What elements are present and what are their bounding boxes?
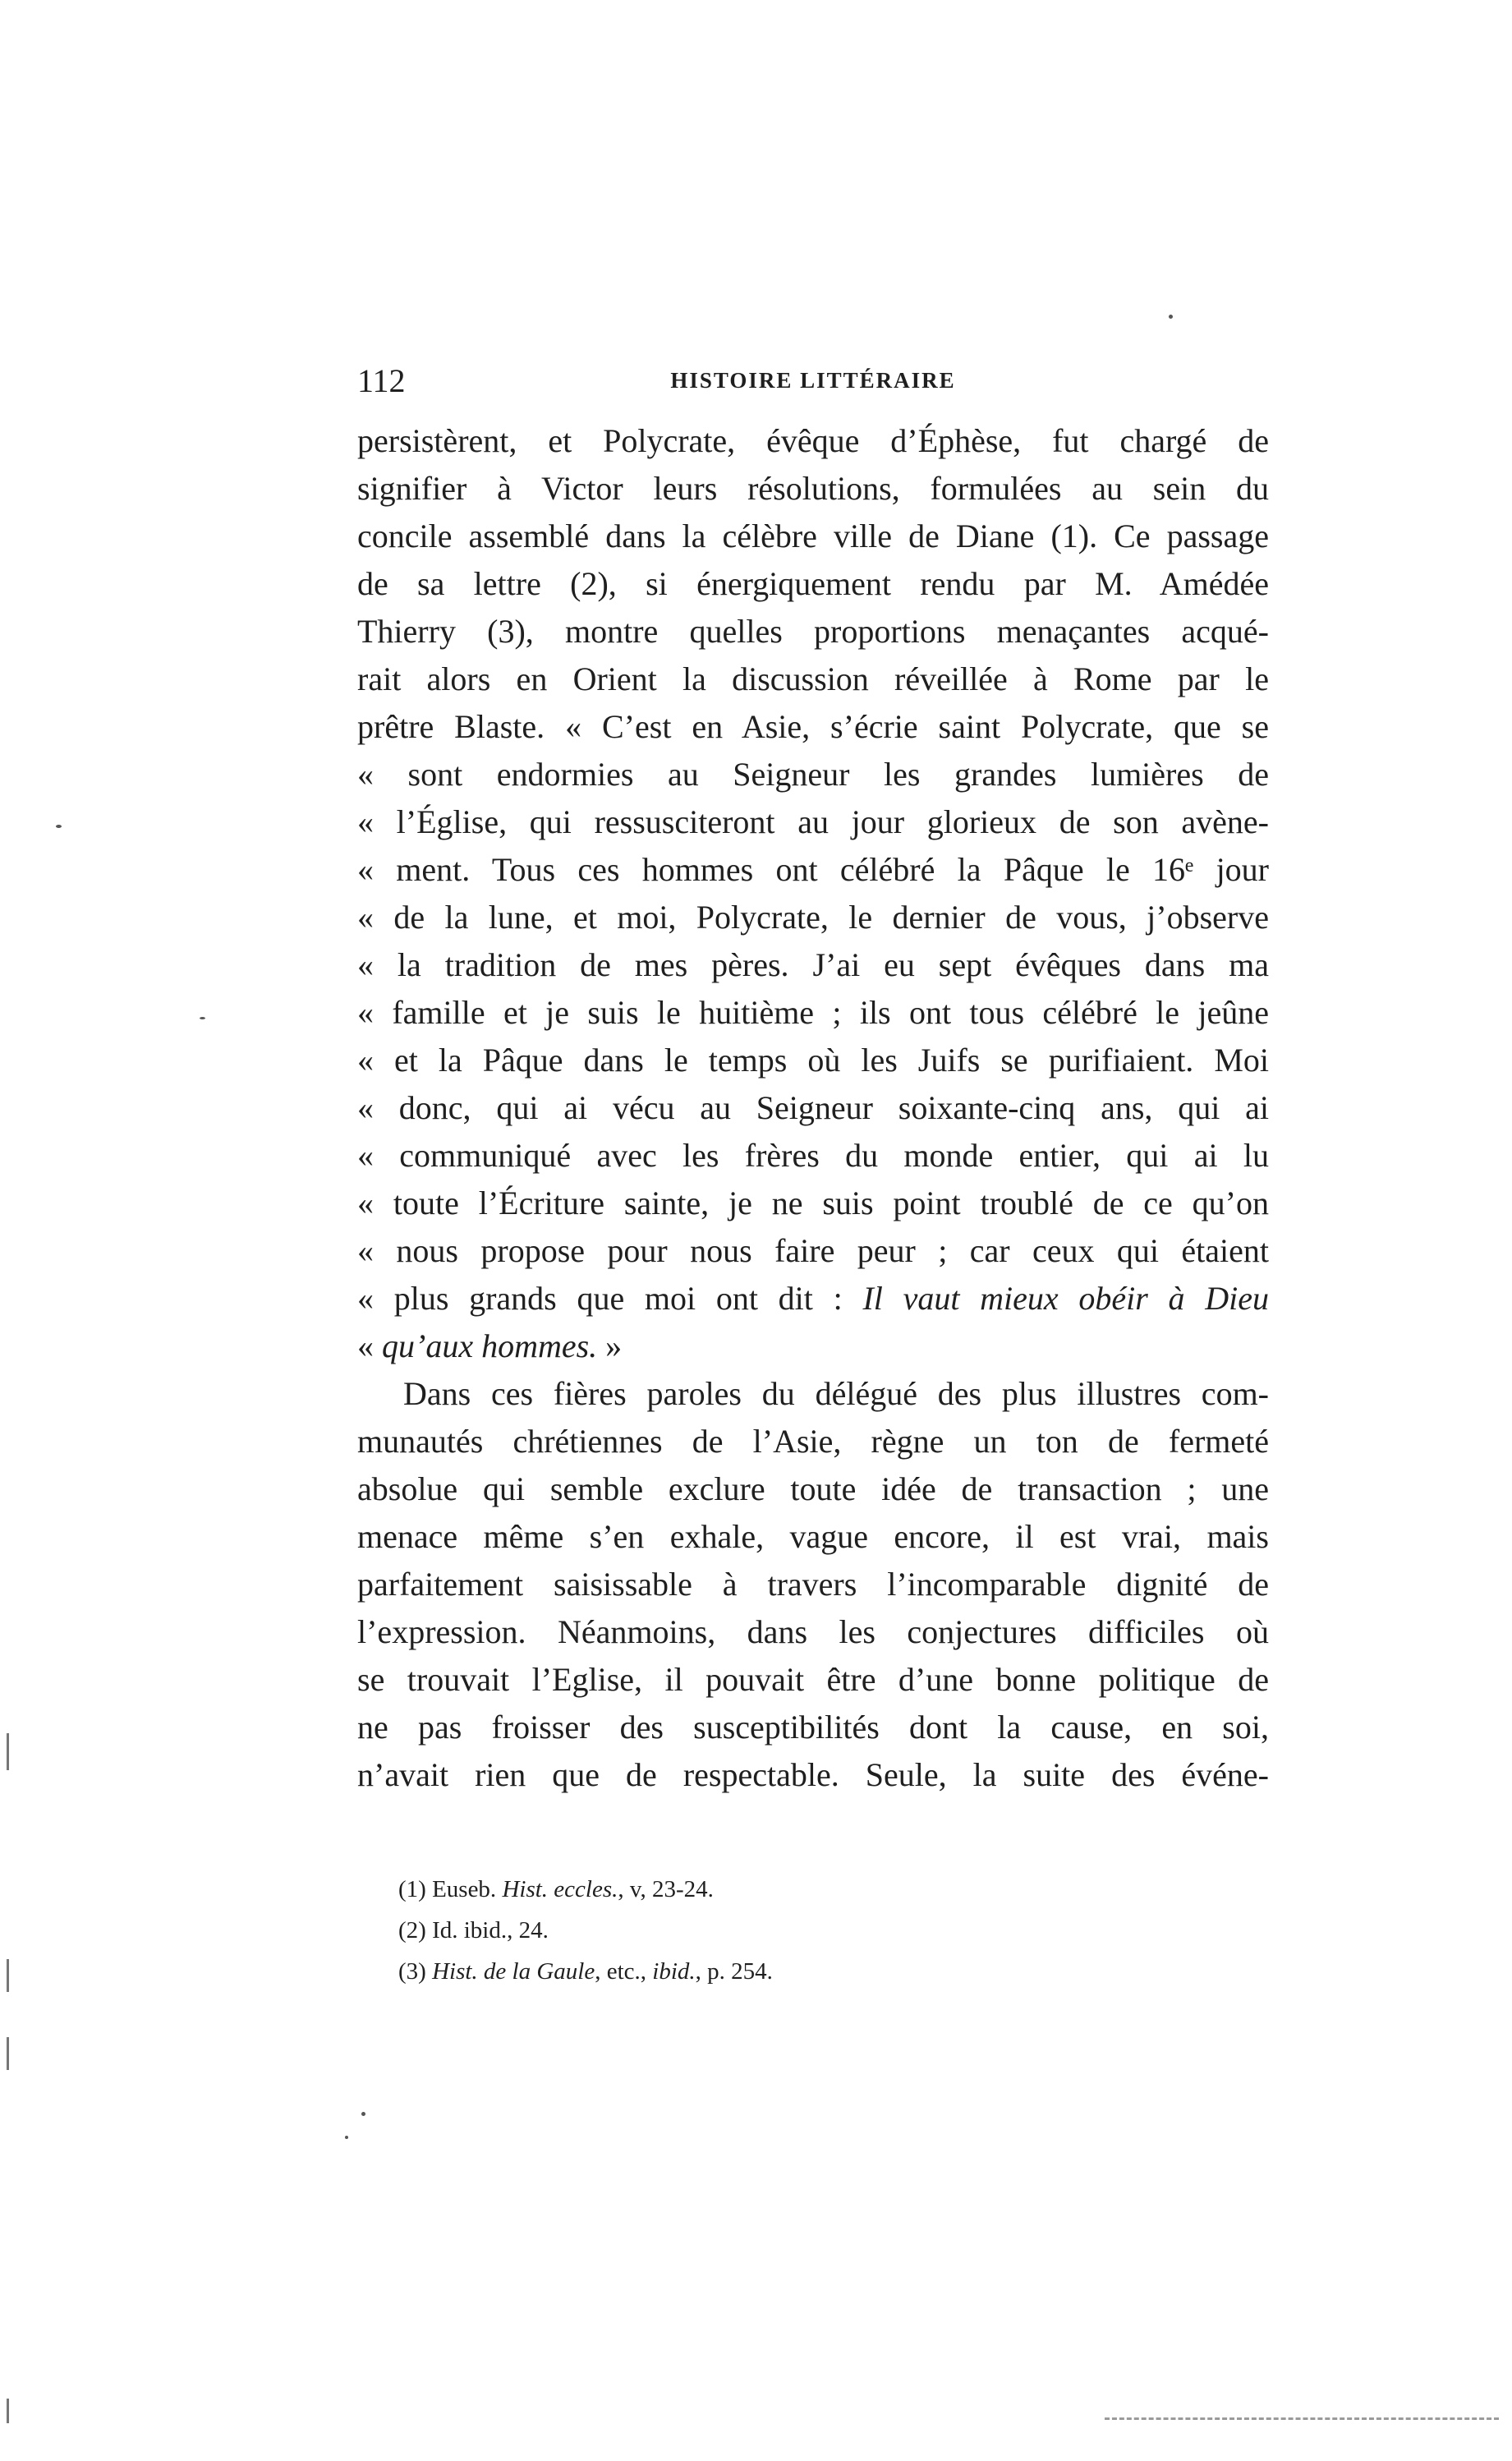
text-line: « sont endormies au Seigneur les grandes lumières de [357, 756, 1269, 793]
text-line: prêtre Blaste. « C’est en Asie, s’écrie saint Polycrate, que se [357, 708, 1269, 745]
text-line: « famille et je suis le huitième ; ils ont tous célébré le jeûne [357, 994, 1269, 1031]
quote-close-mark: » [597, 1327, 623, 1364]
text-line: « et la Pâque dans le temps où les Juifs se purifiaient. Moi [357, 1042, 1269, 1079]
text-line: « ment. Tous ces hommes ont célébré la Pâque le 16ᵉ jour [357, 851, 1269, 888]
text-line: persistèrent, et Polycrate, évêque d’Éphèse, fut chargé de [357, 422, 1269, 459]
page-number: 112 [357, 362, 406, 399]
text-line: se trouvait l’Eglise, il pouvait être d’une bonne politique de [357, 1661, 1269, 1698]
quote-italic: qu’aux hommes. [382, 1327, 598, 1364]
text-line: de sa lettre (2), si énergiquement rendu par M. Amédée [357, 565, 1269, 602]
text-line: parfaitement saisissable à travers l’incomparable dignité de [357, 1566, 1269, 1603]
scan-speck [1169, 315, 1173, 319]
scan-edge-mark [7, 2037, 9, 2070]
footnote-text: , etc., [595, 1958, 653, 1985]
text-line: « nous propose pour nous faire peur ; car ceux qui étaient [357, 1232, 1269, 1269]
scan-speck [56, 825, 62, 828]
text-line-with-quote [357, 1322, 1269, 1370]
text-line: « toute l’Écriture sainte, je ne suis point troublé de ce qu’on [357, 1184, 1269, 1221]
scan-bottom-rule [1105, 2417, 1499, 2420]
footnote [398, 1951, 1220, 1992]
text-line: « donc, qui ai vécu au Seigneur soixante-cinq ans, qui ai [357, 1089, 1269, 1126]
quote-text: « plus grands que moi ont dit : [357, 1280, 843, 1317]
text-line: « de la lune, et moi, Polycrate, le dernier de vous, j’observe [357, 899, 1269, 936]
footnote-italic: Hist. eccles. [502, 1876, 618, 1902]
text-line: « communiqué avec les frères du monde entier, qui ai lu [357, 1137, 1269, 1174]
text-line: menace même s’en exhale, vague encore, il est vrai, mais [357, 1518, 1269, 1555]
text-line: l’expression. Néanmoins, dans les conjectures difficiles où [357, 1613, 1269, 1650]
text-line: « l’Église, qui ressusciteront au jour glorieux de son avène- [357, 803, 1269, 840]
scan-speck [200, 1017, 205, 1019]
scan-edge-mark [7, 1959, 9, 1992]
scan-edge-mark [7, 2399, 9, 2423]
scan-edge-mark [7, 1733, 9, 1770]
footnote [398, 1910, 1220, 1951]
scan-speck [361, 2112, 365, 2116]
footnote [398, 1869, 1220, 1910]
text-line: signifier à Victor leurs résolutions, formulées au sein du [357, 470, 1269, 507]
text-line: munautés chrétiennes de l’Asie, règne un ton de fermeté [357, 1423, 1269, 1460]
text-line: absolue qui semble exclure toute idée de transaction ; une [357, 1470, 1269, 1507]
text-line: ne pas froisser des susceptibilités dont la cause, en soi, [357, 1709, 1269, 1746]
footnote-text: , p. 254. [695, 1958, 773, 1985]
body-text [357, 417, 1269, 1799]
text-line: « la tradition de mes pères. J’ai eu sept évêques dans ma [357, 946, 1269, 983]
running-head: HISTOIRE LITTÉRAIRE [670, 368, 956, 393]
footnote-italic: ibid. [652, 1958, 696, 1985]
text-line: Thierry (3), montre quelles proportions menaçantes acqué- [357, 613, 1269, 650]
footnote-text: (2) Id. ibid., 24. [398, 1917, 549, 1944]
text-line-with-quote [357, 1275, 1269, 1322]
paragraph-first-line: Dans ces fières paroles du délégué des plus illustres com- [403, 1375, 1269, 1412]
text-line: rait alors en Orient la discussion réveillée à Rome par le [357, 660, 1269, 697]
footnote-text: (1) Euseb. [398, 1876, 503, 1902]
footnote-text: (3) [398, 1958, 433, 1985]
scan-speck [345, 2136, 348, 2139]
page-header [357, 361, 1269, 411]
quote-italic: Il vaut mieux obéir à Dieu [862, 1280, 1270, 1317]
text-line: n’avait rien que de respectable. Seule, la suite des événe- [357, 1756, 1269, 1793]
footnotes [398, 1869, 1220, 1992]
quote-open-mark: « [357, 1327, 382, 1364]
footnote-text: , v, 23-24. [618, 1876, 714, 1902]
footnote-italic: Hist. de la Gaule [432, 1958, 595, 1985]
text-line: concile assemblé dans la célèbre ville de Diane (1). Ce passage [357, 518, 1269, 554]
